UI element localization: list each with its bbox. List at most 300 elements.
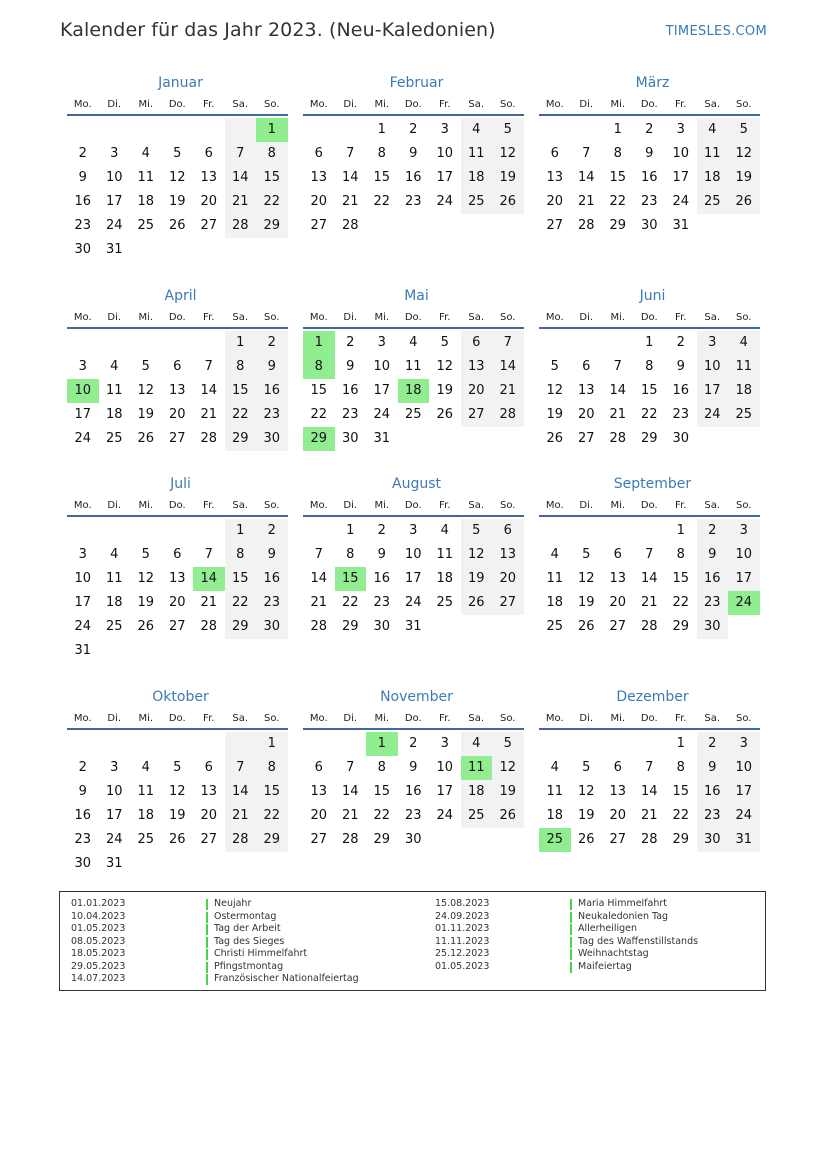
weekday-label: Do.: [168, 312, 186, 323]
day-cell: 22: [373, 808, 391, 823]
day-cell: 22: [225, 591, 257, 615]
weekday-header: [67, 98, 288, 116]
holiday-marker: [206, 937, 208, 948]
day-cell: 30: [74, 856, 92, 871]
empty-day-cell: [99, 118, 131, 142]
weekday-label: Fr.: [439, 99, 451, 110]
day-cell: 22: [256, 804, 288, 828]
day-cell: 6: [314, 760, 323, 775]
weekday-label: Mi.: [610, 312, 626, 323]
day-cell: 9: [78, 784, 87, 799]
day-cell: 20: [310, 194, 328, 209]
holiday-marker: [570, 962, 572, 973]
day-cell: 6: [550, 146, 559, 161]
day-cell: 12: [461, 543, 493, 567]
day-cell: 2: [256, 519, 288, 543]
holiday-day-cell: 14: [193, 567, 225, 591]
day-cell: 19: [137, 407, 155, 422]
month-april: [67, 286, 288, 451]
day-cell: 7: [645, 547, 654, 562]
month-name: November: [380, 689, 453, 705]
weekday-label: Sa.: [232, 713, 249, 724]
day-cell: 7: [346, 146, 355, 161]
week-row: [67, 238, 288, 262]
holiday-date: 29.05.2023: [71, 960, 126, 972]
day-cell: 22: [672, 808, 690, 823]
day-cell: 5: [141, 359, 150, 374]
holiday-entry: [435, 936, 698, 949]
weekday-label: So.: [264, 713, 280, 724]
day-cell: 26: [461, 591, 493, 615]
day-cell: 1: [346, 523, 355, 538]
day-cell: 27: [310, 218, 328, 233]
empty-day-cell: [193, 118, 225, 142]
empty-day-cell: [602, 519, 634, 543]
day-cell: 7: [645, 760, 654, 775]
day-cell: 13: [200, 170, 218, 185]
empty-day-cell: [193, 852, 225, 876]
weekday-label: Di.: [343, 312, 358, 323]
week-row: [67, 591, 288, 615]
day-cell: 11: [546, 571, 564, 586]
weekday-label: Di.: [343, 713, 358, 724]
week-row: [539, 355, 760, 379]
day-cell: 6: [613, 547, 622, 562]
weekday-label: Do.: [168, 713, 186, 724]
day-cell: 25: [105, 431, 123, 446]
day-cell: 18: [546, 808, 564, 823]
day-cell: 16: [373, 571, 391, 586]
empty-day-cell: [697, 214, 729, 238]
holiday-day-cell: 1: [256, 118, 288, 142]
holiday-entry: [71, 973, 359, 986]
day-cell: 21: [609, 407, 627, 422]
day-cell: 29: [225, 427, 257, 451]
day-cell: 11: [105, 383, 123, 398]
day-cell: 21: [200, 407, 218, 422]
weekday-label: Di.: [107, 713, 122, 724]
empty-day-cell: [130, 639, 162, 663]
day-cell: 31: [728, 828, 760, 852]
day-cell: 19: [492, 780, 524, 804]
week-row: [303, 379, 524, 403]
day-cell: 7: [613, 359, 622, 374]
week-row: [67, 828, 288, 852]
day-cell: 5: [550, 359, 559, 374]
empty-day-cell: [539, 732, 571, 756]
day-cell: 7: [314, 547, 323, 562]
week-row: [539, 190, 760, 214]
day-cell: 31: [105, 242, 123, 257]
day-cell: 25: [697, 190, 729, 214]
day-cell: 28: [492, 403, 524, 427]
day-cell: 9: [346, 359, 355, 374]
day-cell: 30: [256, 427, 288, 451]
day-cell: 13: [609, 784, 627, 799]
holiday-date: 11.11.2023: [435, 935, 490, 947]
empty-day-cell: [728, 214, 760, 238]
day-cell: 18: [461, 780, 493, 804]
weekday-label: Mo.: [309, 500, 328, 511]
weekday-label: Di.: [343, 99, 358, 110]
week-row: [303, 355, 524, 379]
empty-day-cell: [193, 732, 225, 756]
day-cell: 16: [256, 379, 288, 403]
day-cell: 28: [225, 828, 257, 852]
empty-day-cell: [634, 732, 666, 756]
day-cell: 18: [105, 407, 123, 422]
weekday-label: Di.: [107, 99, 122, 110]
day-cell: 17: [373, 383, 391, 398]
day-cell: 8: [613, 146, 622, 161]
weekday-label: Sa.: [704, 500, 721, 511]
day-cell: 6: [613, 760, 622, 775]
holiday-entry: [435, 898, 698, 911]
day-cell: 13: [310, 784, 328, 799]
day-cell: 28: [225, 214, 257, 238]
weekday-label: Mi.: [374, 713, 390, 724]
day-cell: 28: [640, 832, 658, 847]
empty-day-cell: [193, 238, 225, 262]
week-row: [303, 142, 524, 166]
day-cell: 5: [173, 146, 182, 161]
day-cell: 6: [582, 359, 591, 374]
day-cell: 17: [74, 407, 92, 422]
day-cell: 14: [640, 571, 658, 586]
week-row: [539, 118, 760, 142]
day-cell: 2: [346, 335, 355, 350]
empty-day-cell: [398, 214, 430, 238]
day-cell: 6: [204, 760, 213, 775]
empty-day-cell: [429, 214, 461, 238]
day-cell: 12: [546, 383, 564, 398]
week-row: [303, 166, 524, 190]
weekday-header: [303, 499, 524, 517]
day-cell: 24: [728, 804, 760, 828]
day-cell: 23: [256, 591, 288, 615]
day-cell: 14: [609, 383, 627, 398]
month-name: September: [613, 476, 692, 492]
day-cell: 25: [461, 190, 493, 214]
empty-day-cell: [67, 732, 99, 756]
day-cell: 1: [225, 331, 257, 355]
day-cell: 17: [404, 571, 422, 586]
day-cell: 16: [404, 784, 422, 799]
week-row: [539, 519, 760, 543]
weekday-label: Do.: [640, 312, 658, 323]
day-cell: 20: [609, 595, 627, 610]
week-row: [539, 214, 760, 238]
day-cell: 21: [310, 595, 328, 610]
week-row: [539, 615, 760, 639]
month-name: März: [635, 75, 670, 91]
day-cell: 20: [492, 567, 524, 591]
day-cell: 25: [436, 595, 454, 610]
holiday-date: 08.05.2023: [71, 935, 126, 947]
day-cell: 13: [461, 355, 493, 379]
empty-day-cell: [162, 732, 194, 756]
holiday-name: Ostermontag: [214, 910, 277, 922]
holiday-name: Maifeiertag: [578, 960, 632, 972]
day-cell: 3: [377, 335, 386, 350]
month-november: [303, 687, 524, 852]
weekday-label: So.: [264, 500, 280, 511]
day-cell: 13: [492, 543, 524, 567]
day-cell: 26: [577, 832, 595, 847]
day-cell: 5: [492, 118, 524, 142]
day-cell: 26: [168, 218, 186, 233]
day-cell: 14: [225, 166, 257, 190]
day-cell: 10: [436, 146, 454, 161]
day-cell: 30: [640, 218, 658, 233]
empty-day-cell: [539, 331, 571, 355]
week-row: [303, 543, 524, 567]
week-row: [67, 379, 288, 403]
holiday-marker: [570, 937, 572, 948]
day-cell: 24: [373, 407, 391, 422]
day-cell: 10: [728, 543, 760, 567]
holiday-date: 01.05.2023: [71, 923, 126, 934]
week-row: [303, 615, 524, 639]
empty-day-cell: [303, 732, 335, 756]
day-cell: 7: [346, 760, 355, 775]
weekday-label: So.: [500, 99, 516, 110]
week-row: [67, 190, 288, 214]
day-cell: 24: [436, 808, 454, 823]
day-cell: 8: [377, 146, 386, 161]
week-row: [303, 567, 524, 591]
day-cell: 2: [78, 760, 87, 775]
day-cell: 3: [78, 359, 87, 374]
day-cell: 14: [200, 383, 218, 398]
day-cell: 28: [341, 218, 359, 233]
day-cell: 3: [728, 732, 760, 756]
week-row: [67, 142, 288, 166]
day-cell: 17: [436, 170, 454, 185]
weekday-label: Sa.: [468, 713, 485, 724]
week-row: [539, 804, 760, 828]
day-cell: 15: [373, 784, 391, 799]
day-cell: 21: [640, 595, 658, 610]
day-cell: 8: [676, 760, 685, 775]
day-cell: 16: [341, 383, 359, 398]
week-row: [303, 804, 524, 828]
day-cell: 13: [168, 571, 186, 586]
day-cell: 3: [78, 547, 87, 562]
holiday-day-cell: 15: [335, 567, 367, 591]
day-cell: 17: [672, 170, 690, 185]
day-cell: 26: [577, 619, 595, 634]
empty-day-cell: [429, 427, 461, 451]
holiday-entry: [435, 961, 698, 974]
week-row: [67, 780, 288, 804]
month-name: April: [164, 288, 197, 304]
day-cell: 19: [546, 407, 564, 422]
day-cell: 4: [110, 359, 119, 374]
month-februar: [303, 73, 524, 238]
week-row: [539, 732, 760, 756]
month-name: August: [392, 476, 441, 492]
week-row: [67, 639, 288, 663]
empty-day-cell: [602, 331, 634, 355]
day-cell: 14: [310, 571, 328, 586]
day-cell: 27: [492, 591, 524, 615]
weekday-label: Do.: [404, 99, 422, 110]
day-cell: 20: [310, 808, 328, 823]
day-cell: 28: [200, 619, 218, 634]
day-cell: 19: [436, 383, 454, 398]
holiday-name: Neukaledonien Tag: [578, 910, 669, 922]
month-juni: [539, 286, 760, 451]
empty-day-cell: [492, 828, 524, 852]
weekday-label: Mi.: [374, 99, 390, 110]
holiday-name: Neujahr: [214, 898, 252, 909]
week-row: [67, 615, 288, 639]
day-cell: 4: [141, 146, 150, 161]
month-juli: [67, 474, 288, 663]
holiday-date: 25.12.2023: [435, 948, 490, 959]
day-cell: 9: [409, 760, 418, 775]
day-cell: 23: [672, 407, 690, 422]
holiday-day-cell: 10: [67, 379, 99, 403]
day-cell: 5: [728, 118, 760, 142]
site-link[interactable]: TIMESLES.COM: [665, 24, 767, 39]
holiday-marker: [206, 962, 208, 973]
weekday-label: Mo.: [73, 312, 92, 323]
day-cell: 4: [461, 732, 493, 756]
empty-day-cell: [99, 519, 131, 543]
empty-day-cell: [130, 238, 162, 262]
holiday-name: Französischer Nationalfeiertag: [214, 973, 359, 984]
day-cell: 24: [404, 595, 422, 610]
day-cell: 24: [74, 431, 92, 446]
week-row: [303, 519, 524, 543]
month-name: Juni: [639, 288, 666, 304]
day-cell: 29: [341, 619, 359, 634]
week-row: [539, 427, 760, 451]
day-cell: 26: [728, 190, 760, 214]
day-cell: 4: [141, 760, 150, 775]
holiday-day-cell: 29: [303, 427, 335, 451]
empty-day-cell: [193, 519, 225, 543]
empty-day-cell: [303, 118, 335, 142]
week-row: [539, 166, 760, 190]
day-cell: 28: [640, 619, 658, 634]
day-cell: 30: [74, 242, 92, 257]
day-cell: 17: [74, 595, 92, 610]
day-cell: 27: [310, 832, 328, 847]
day-cell: 19: [577, 595, 595, 610]
day-cell: 11: [137, 784, 155, 799]
day-cell: 9: [256, 355, 288, 379]
empty-day-cell: [99, 639, 131, 663]
day-cell: 21: [640, 808, 658, 823]
day-cell: 27: [200, 218, 218, 233]
holiday-date: 18.05.2023: [71, 948, 126, 959]
weekday-label: So.: [736, 99, 752, 110]
empty-day-cell: [225, 238, 257, 262]
day-cell: 25: [461, 804, 493, 828]
weekday-label: Fr.: [675, 500, 687, 511]
day-cell: 5: [582, 760, 591, 775]
holiday-legend: [59, 891, 766, 991]
day-cell: 10: [404, 547, 422, 562]
weekday-label: Do.: [640, 500, 658, 511]
weekday-label: Mo.: [309, 312, 328, 323]
weekday-label: Di.: [579, 713, 594, 724]
empty-day-cell: [335, 732, 367, 756]
day-cell: 3: [676, 122, 685, 137]
day-cell: 30: [373, 619, 391, 634]
day-cell: 23: [341, 407, 359, 422]
day-cell: 4: [728, 331, 760, 355]
week-row: [67, 519, 288, 543]
day-cell: 8: [377, 760, 386, 775]
day-cell: 4: [697, 118, 729, 142]
day-cell: 18: [436, 571, 454, 586]
day-cell: 11: [546, 784, 564, 799]
day-cell: 24: [105, 832, 123, 847]
day-cell: 11: [404, 359, 422, 374]
weekday-label: Sa.: [468, 99, 485, 110]
day-cell: 11: [436, 547, 454, 562]
day-cell: 13: [168, 383, 186, 398]
week-row: [67, 118, 288, 142]
day-cell: 9: [377, 547, 386, 562]
day-cell: 20: [461, 379, 493, 403]
day-cell: 18: [728, 379, 760, 403]
holiday-marker: [570, 949, 572, 960]
day-cell: 28: [609, 431, 627, 446]
day-cell: 7: [204, 547, 213, 562]
day-cell: 3: [110, 760, 119, 775]
day-cell: 30: [341, 431, 359, 446]
day-cell: 9: [409, 146, 418, 161]
week-row: [303, 732, 524, 756]
day-cell: 4: [550, 760, 559, 775]
day-cell: 1: [613, 122, 622, 137]
empty-day-cell: [162, 238, 194, 262]
day-cell: 30: [256, 615, 288, 639]
week-row: [539, 591, 760, 615]
empty-day-cell: [225, 732, 257, 756]
day-cell: 6: [314, 146, 323, 161]
weekday-label: Di.: [343, 500, 358, 511]
day-cell: 21: [341, 194, 359, 209]
day-cell: 16: [697, 567, 729, 591]
day-cell: 24: [105, 218, 123, 233]
week-row: [539, 142, 760, 166]
empty-day-cell: [162, 519, 194, 543]
weekday-label: Mi.: [138, 713, 154, 724]
day-cell: 2: [78, 146, 87, 161]
day-cell: 25: [137, 218, 155, 233]
day-cell: 12: [137, 383, 155, 398]
week-row: [539, 403, 760, 427]
day-cell: 5: [141, 547, 150, 562]
weekday-label: So.: [736, 500, 752, 511]
day-cell: 20: [200, 808, 218, 823]
day-cell: 25: [137, 832, 155, 847]
day-cell: 15: [225, 567, 257, 591]
week-row: [303, 780, 524, 804]
weekday-header: [67, 499, 288, 517]
day-cell: 17: [436, 784, 454, 799]
week-row: [303, 427, 524, 451]
day-cell: 19: [168, 808, 186, 823]
empty-day-cell: [539, 118, 571, 142]
day-cell: 9: [697, 543, 729, 567]
